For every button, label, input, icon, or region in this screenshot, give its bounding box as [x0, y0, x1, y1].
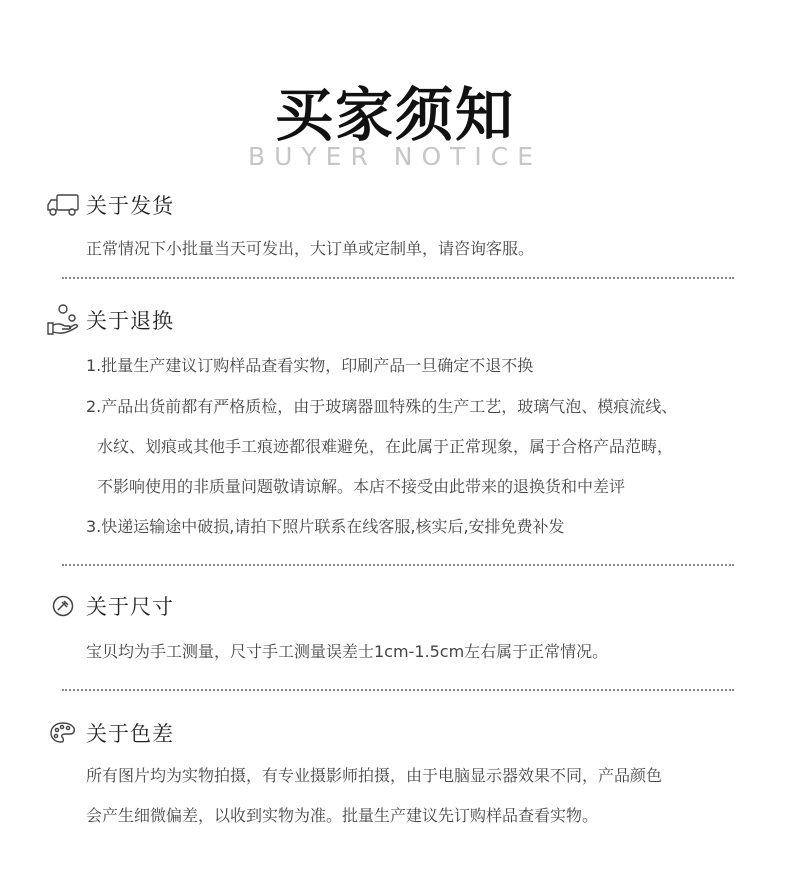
returns-title: 关于退换 — [86, 309, 174, 333]
size-text: 宝贝均为手工测量，尺寸手工测量误差士1cm-1.5cm左右属于正常情况。 — [86, 642, 609, 661]
divider — [62, 277, 734, 279]
palette-icon — [46, 716, 80, 750]
shipping-text: 正常情况下小批量当天可发出，大订单或定制单，请咨询客服。 — [86, 239, 535, 258]
color-header — [46, 716, 174, 750]
page-title: 买家须知 — [274, 81, 515, 149]
page-subtitle: BUYER NOTICE — [247, 142, 543, 171]
returns-line-5: 3.快递运输途中破损,请拍下照片联系在线客服,核实后,安排免费补发 — [86, 517, 565, 536]
shipping-header — [46, 188, 174, 222]
size-title: 关于尺寸 — [86, 595, 174, 619]
color-line-2: 会产生细微偏差，以收到实物为准。批量生产建议先订购样品查看实物。 — [86, 806, 599, 825]
returns-line-1: 1.批量生产建议订购样品查看实物，印刷产品一旦确定不退不换 — [86, 356, 534, 375]
ruler-circle-icon — [46, 589, 80, 623]
returns-line-3: 水纹、划痕或其他手工痕迹都很难避免，在此属于正常现象，属于合格产品范畴， — [97, 437, 674, 456]
truck-icon — [46, 188, 80, 222]
color-line-1: 所有图片均为实物拍摄，有专业摄影师拍摄，由于电脑显示器效果不同，产品颜色 — [86, 766, 663, 785]
size-header — [46, 589, 174, 623]
color-title: 关于色差 — [86, 722, 174, 746]
returns-line-2: 2.产品出货前都有严格质检，由于玻璃器皿特殊的生产工艺，玻璃气泡、模痕流线、 — [86, 397, 678, 416]
divider — [62, 689, 734, 691]
divider — [62, 564, 734, 566]
returns-header — [46, 303, 174, 337]
returns-line-4: 不影响使用的非质量问题敬请谅解。本店不接受由此带来的退换货和中差评 — [97, 477, 626, 496]
hand-return-icon — [46, 303, 80, 337]
page-header — [0, 80, 790, 172]
shipping-title: 关于发货 — [86, 194, 174, 218]
